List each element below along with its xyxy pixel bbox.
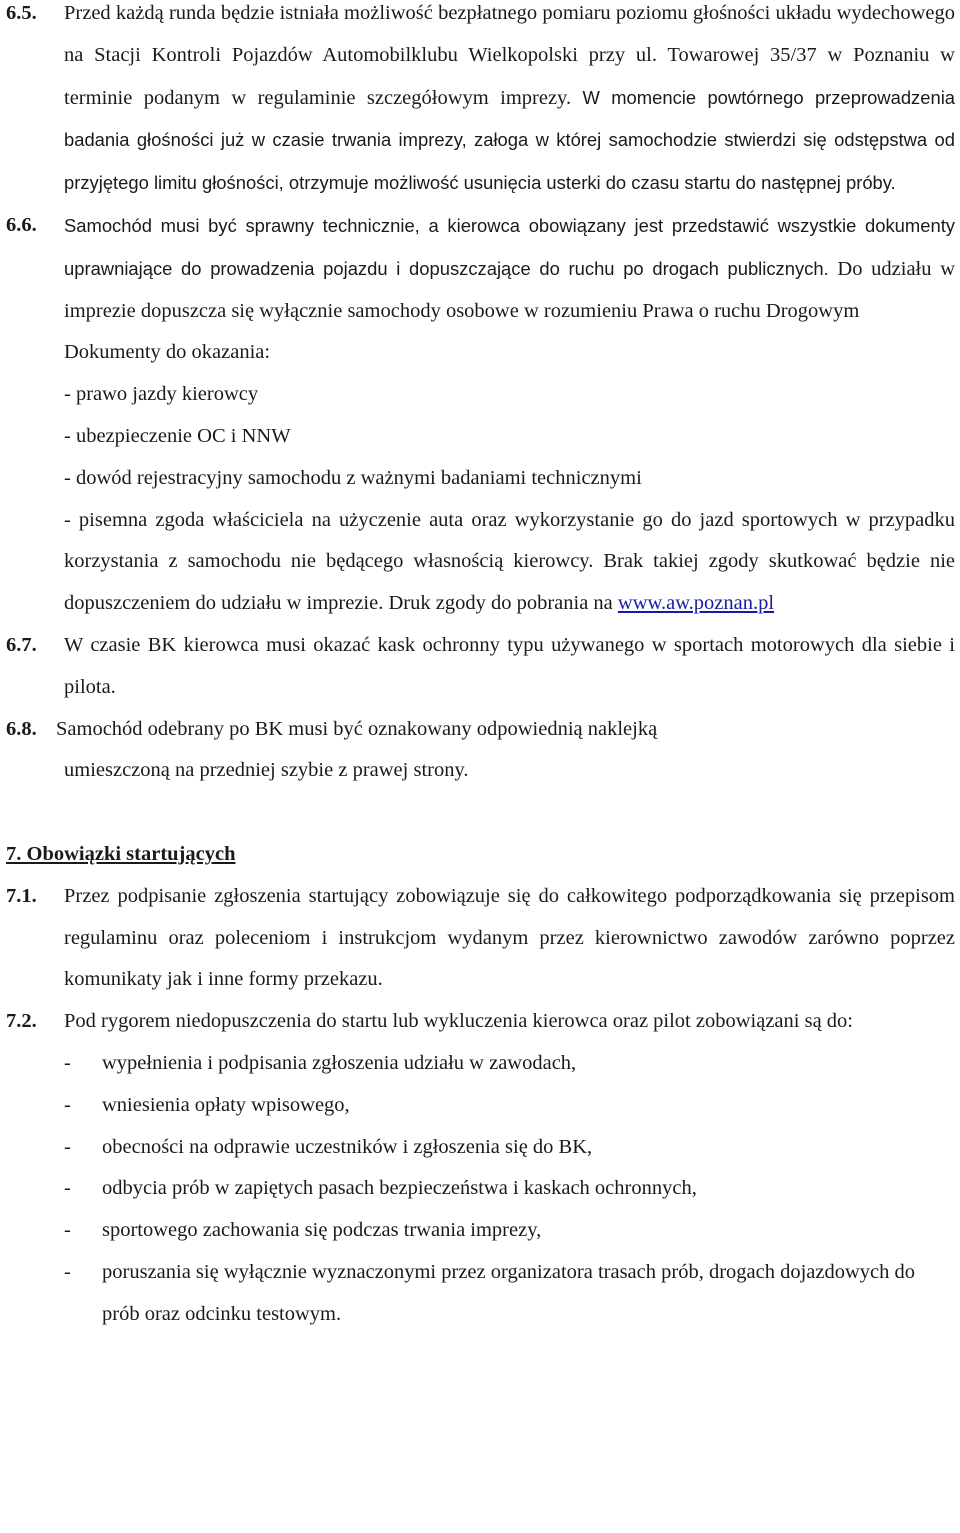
- paragraph-text-sans: Samochód musi być sprawny technicznie, a kierowca obowiązany jest przedstawić wszystkie dokumenty uprawniające do prowadzenia pojazdu i dopuszczające do ruchu po drogach publicznych.: [64, 214, 955, 279]
- document-item: - prawo jazdy kierowcy: [64, 383, 259, 406]
- document-item: - dowód rejestracyjny samochodu z ważnymi badaniami technicznymi: [64, 466, 642, 489]
- list-item: - wniesienia opłaty wpisowego,: [0, 1085, 960, 1127]
- paragraph-number: 7.2.: [6, 1010, 37, 1033]
- paragraph-text: Przed każdą runda będzie istniała możliwość bezpłatnego pomiaru poziomu głośności układu wydechowego na Stacji Kontroli Pojazdów Automobilklubu Wielkopolski przy ul. Towarowej 35/37 w Poznaniu w terminie podanym w regulaminie szczegółowym imprezy.: [64, 2, 955, 109]
- paragraph-line: Samochód odebrany po BK musi być oznakowany odpowiednią naklejką: [56, 717, 658, 740]
- paragraph-text: Przez podpisanie zgłoszenia startujący zobowiązuje się do całkowitego podporządkowania się przepisom regulaminu oraz poleceniom i instrukcjom wydanym przez kierownictwo zawodów zarówno poprzez komunikaty jak i inne formy przekazu.: [64, 884, 955, 991]
- paragraph-number: 7.1.: [6, 884, 37, 907]
- dash-bullet: -: [64, 1260, 71, 1283]
- paragraph-6-5: [0, 0, 960, 205]
- paragraph-6-8: [0, 709, 960, 793]
- paragraph-text: W czasie BK kierowca musi okazać kask ochronny typu używanego w sportach motorowych dla siebie i pilota.: [64, 633, 955, 698]
- consent-text: - pisemna zgoda właściciela na użyczenie auta oraz wykorzystanie go do jazd sportowych w przypadku korzystania z samochodu nie będącego własnością kierowcy. Brak takiej zgody skutkować będzie nie dopuszczeniem do udziału w imprezie. Druk zgody do pobrania na: [64, 508, 955, 615]
- paragraph-text-sans: W momencie powtórnego przeprowadzenia badania głośności już w czasie trwania imprezy, załoga w której samochodzie stwierdzi się odstępstwa od przyjętego limitu głośności, otrzymuje możliwość usunięcia usterki do czasu startu do następnej próby.: [64, 86, 956, 194]
- list-item: - odbycia prób w zapiętych pasach bezpieczeństwa i kaskach ochronnych,: [0, 1168, 960, 1210]
- dash-bullet: -: [64, 1219, 71, 1242]
- list-item: - poruszania się wyłącznie wyznaczonymi przez organizatora trasach prób, drogach dojazdowych do prób oraz odcinku testowym.: [0, 1252, 960, 1336]
- paragraph-text: Do udziału w imprezie dopuszcza się wyłącznie samochody osobowe w rozumieniu Prawa o ruchu Drogowym: [64, 257, 956, 322]
- consent-paragraph: [0, 500, 960, 625]
- paragraph-7-2: [0, 1001, 960, 1043]
- document-item: - ubezpieczenie OC i NNW: [64, 424, 291, 447]
- obligations-list: [0, 1043, 960, 1336]
- section-7-title: 7. Obowiązki startujących: [6, 842, 236, 865]
- dash-bullet: -: [64, 1093, 71, 1116]
- dash-bullet: -: [64, 1051, 71, 1074]
- paragraph-text: Pod rygorem niedopuszczenia do startu lub wykluczenia kierowca oraz pilot zobowiązani są do:: [64, 1010, 853, 1033]
- paragraph-line: umieszczoną na przedniej szybie z prawej strony.: [64, 759, 469, 782]
- list-item: - obecności na odprawie uczestników i zgłoszenia się do BK,: [0, 1127, 960, 1169]
- paragraph-number: 6.8.: [6, 717, 37, 740]
- paragraph-number: 6.5.: [6, 2, 37, 24]
- dash-bullet: -: [64, 1135, 71, 1158]
- paragraph-7-1: [0, 876, 960, 1001]
- paragraph-number: 6.6.: [6, 213, 37, 236]
- list-item: - wypełnienia i podpisania zgłoszenia udziału w zawodach,: [0, 1043, 960, 1085]
- list-item: - sportowego zachowania się podczas trwania imprezy,: [0, 1210, 960, 1252]
- paragraph-number: 6.7.: [6, 633, 37, 656]
- paragraph-6-7: [0, 625, 960, 709]
- spacer: [0, 792, 960, 834]
- website-link[interactable]: www.aw.poznan.pl: [617, 592, 775, 615]
- paragraph-6-6: [0, 205, 960, 332]
- dash-bullet: -: [64, 1177, 71, 1200]
- documents-heading: Dokumenty do okazania:: [64, 341, 271, 364]
